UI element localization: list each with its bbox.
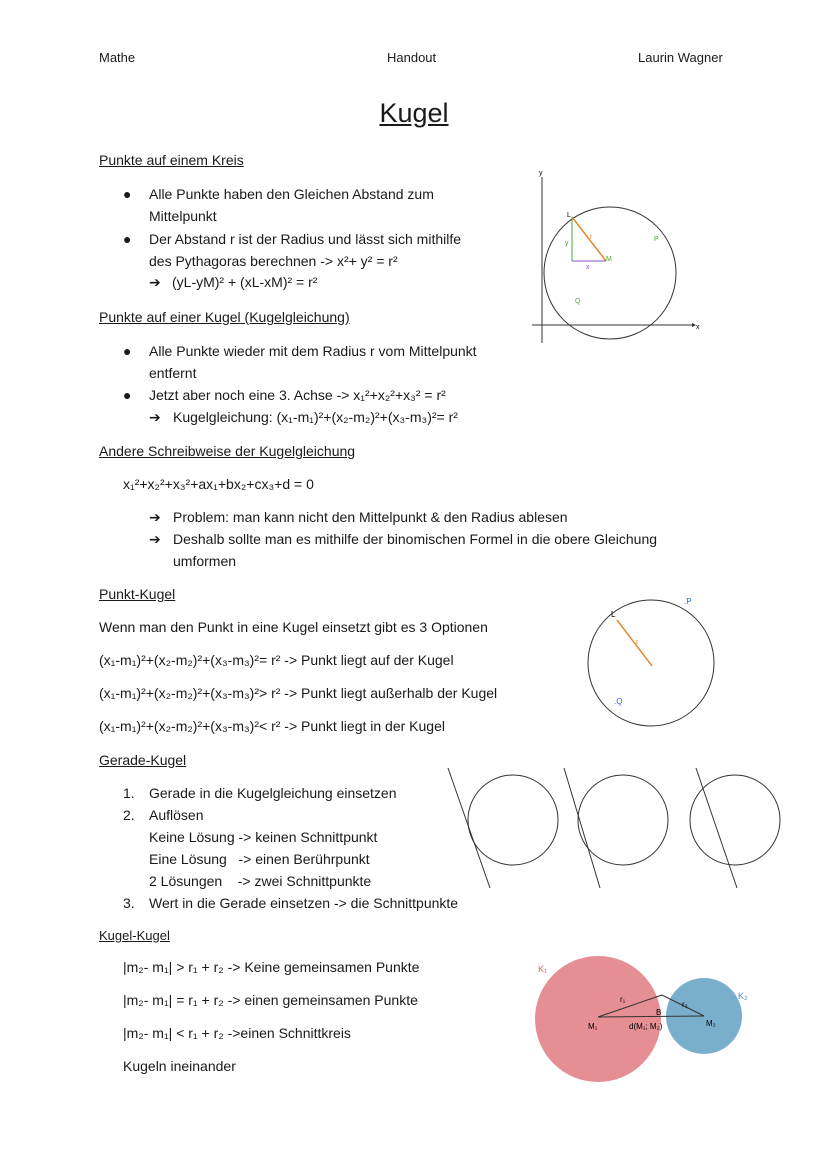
sphere-K1 xyxy=(535,956,661,1082)
radius-line xyxy=(572,217,606,261)
list-subitem: Eine Lösung -> einen Berührpunkt xyxy=(149,851,370,867)
distance-label: d(M₁; M₂) xyxy=(629,1022,663,1031)
section-heading-kugelgleichung: Punkte auf einer Kugel (Kugelgleichung) xyxy=(99,309,350,325)
page-title: Kugel xyxy=(379,98,449,128)
condition-intersection-circle: |m₂- m₁| < r₁ + r₂ ->einen Schnittkreis xyxy=(123,1025,351,1041)
point-Q-label: .Q xyxy=(614,697,623,706)
figure-line-sphere-cases xyxy=(440,762,790,902)
arrow-right-icon: ➔ xyxy=(149,509,161,525)
x-axis-label: x xyxy=(696,324,700,331)
header-subject: Mathe xyxy=(99,50,136,65)
text-line: Wenn man den Punkt in eine Kugel einsetzt gibt es 3 Optionen xyxy=(99,619,488,635)
text-line: entfernt xyxy=(149,365,197,381)
figure-circle-coordinates xyxy=(520,165,710,345)
bullet-icon: ● xyxy=(123,231,132,247)
condition-one-common: |m₂- m₁| = r₁ + r₂ -> einen gemeinsamen Punkte xyxy=(123,992,418,1008)
radius-label: r xyxy=(590,234,593,241)
point-L-label: L xyxy=(567,212,571,219)
text-line: Der Abstand r ist der Radius und lässt sich mithilfe xyxy=(149,231,462,247)
list-item: Gerade in die Kugelgleichung einsetzen xyxy=(149,785,397,801)
M1-label: M₁ xyxy=(588,1022,598,1031)
text-line: Alle Punkte wieder mit dem Radius r vom Mittelpunkt xyxy=(149,343,477,359)
text-line: umformen xyxy=(173,553,237,569)
text-line: des Pythagoras berechnen -> x²+ y² = r² xyxy=(149,253,398,269)
formula-general: x₁²+x₂²+x₃²+ax₁+bx₂+cx₃+d = 0 xyxy=(123,476,314,492)
section-heading-schreibweise: Andere Schreibweise der Kugelgleichung xyxy=(99,443,356,459)
r1-label: r₁ xyxy=(620,995,626,1004)
M2-label: M₂ xyxy=(706,1019,716,1028)
section-heading-gerade-kugel: Gerade-Kugel xyxy=(99,752,187,768)
bullet-icon: ● xyxy=(123,387,132,403)
point-L-label: L xyxy=(611,610,616,619)
header-type: Handout xyxy=(387,50,437,65)
section-heading-kreis: Punkte auf einem Kreis xyxy=(99,152,244,168)
bullet-icon: ● xyxy=(123,343,132,359)
point-Q-label: Q xyxy=(575,298,581,305)
equation-inside-sphere: (x₁-m₁)²+(x₂-m₂)²+(x₃-m₃)²< r² -> Punkt liegt in der Kugel xyxy=(99,718,445,734)
y-axis-label: y xyxy=(539,170,543,177)
sphere-no-intersection xyxy=(468,775,558,865)
formula-circle: (yL-yM)² + (xL-xM)² = r² xyxy=(172,274,318,290)
arrow-right-icon: ➔ xyxy=(149,274,161,290)
condition-no-common: |m₂- m₁| > r₁ + r₂ -> Keine gemeinsamen Punkte xyxy=(123,959,420,975)
equation-outside-sphere: (x₁-m₁)²+(x₂-m₂)²+(x₃-m₃)²> r² -> Punkt liegt außerhalb der Kugel xyxy=(99,685,498,701)
figure-point-sphere xyxy=(580,592,720,732)
header-author: Laurin Wagner xyxy=(638,50,723,65)
center-M-label: M xyxy=(606,256,612,263)
text-line: Mittelpunkt xyxy=(149,208,217,224)
radius-line xyxy=(617,620,652,666)
point-P-label: .P xyxy=(684,597,692,606)
section-heading-punkt-kugel: Punkt-Kugel xyxy=(99,586,176,602)
list-number: 2. xyxy=(123,807,135,823)
list-number: 1. xyxy=(123,785,135,801)
equation-on-sphere: (x₁-m₁)²+(x₂-m₂)²+(x₃-m₃)²= r² -> Punkt liegt auf der Kugel xyxy=(99,652,454,668)
formula-kugelgleichung: Kugelgleichung: (x₁-m₁)²+(x₂-m₂)²+(x₃-m₃)²= r² xyxy=(173,409,458,425)
K2-label: K₂ xyxy=(738,991,748,1001)
sphere-circle xyxy=(588,600,714,726)
arrow-right-icon: ➔ xyxy=(149,531,161,547)
radius-label: r xyxy=(636,639,639,646)
condition-nested: Kugeln ineinander xyxy=(123,1058,236,1074)
line-secant xyxy=(696,768,737,888)
list-item: Auflösen xyxy=(149,807,204,823)
text-line: Problem: man kann nicht den Mittelpunkt & den Radius ablesen xyxy=(173,509,568,525)
figure-two-spheres xyxy=(530,955,760,1085)
list-number: 3. xyxy=(123,895,135,911)
circle xyxy=(544,207,676,339)
list-subitem: Keine Lösung -> keinen Schnittpunkt xyxy=(149,829,378,845)
section-heading-kugel-kugel: Kugel-Kugel xyxy=(99,928,170,943)
r2-label: r₂ xyxy=(682,1000,688,1009)
list-item: Wert in die Gerade einsetzen -> die Schnittpunkte xyxy=(149,895,459,911)
sphere-tangent xyxy=(578,775,668,865)
arrow-right-icon: ➔ xyxy=(149,409,161,425)
bullet-icon: ● xyxy=(123,186,132,202)
list-subitem: 2 Lösungen -> zwei Schnittpunkte xyxy=(149,873,372,889)
text-line: Jetzt aber noch eine 3. Achse -> x₁²+x₂²+x₃² = r² xyxy=(149,387,446,403)
point-P-label: P xyxy=(654,236,659,243)
text-line: Deshalb sollte man es mithilfe der binomischen Formel in die obere Gleichung xyxy=(173,531,658,547)
line-tangent xyxy=(564,768,600,888)
leg-y-label: y xyxy=(565,240,569,247)
leg-x-label: x xyxy=(586,264,590,271)
B-label: B xyxy=(656,1008,662,1017)
text-line: Alle Punkte haben den Gleichen Abstand zum xyxy=(149,186,434,202)
K1-label: K₁ xyxy=(538,964,548,974)
